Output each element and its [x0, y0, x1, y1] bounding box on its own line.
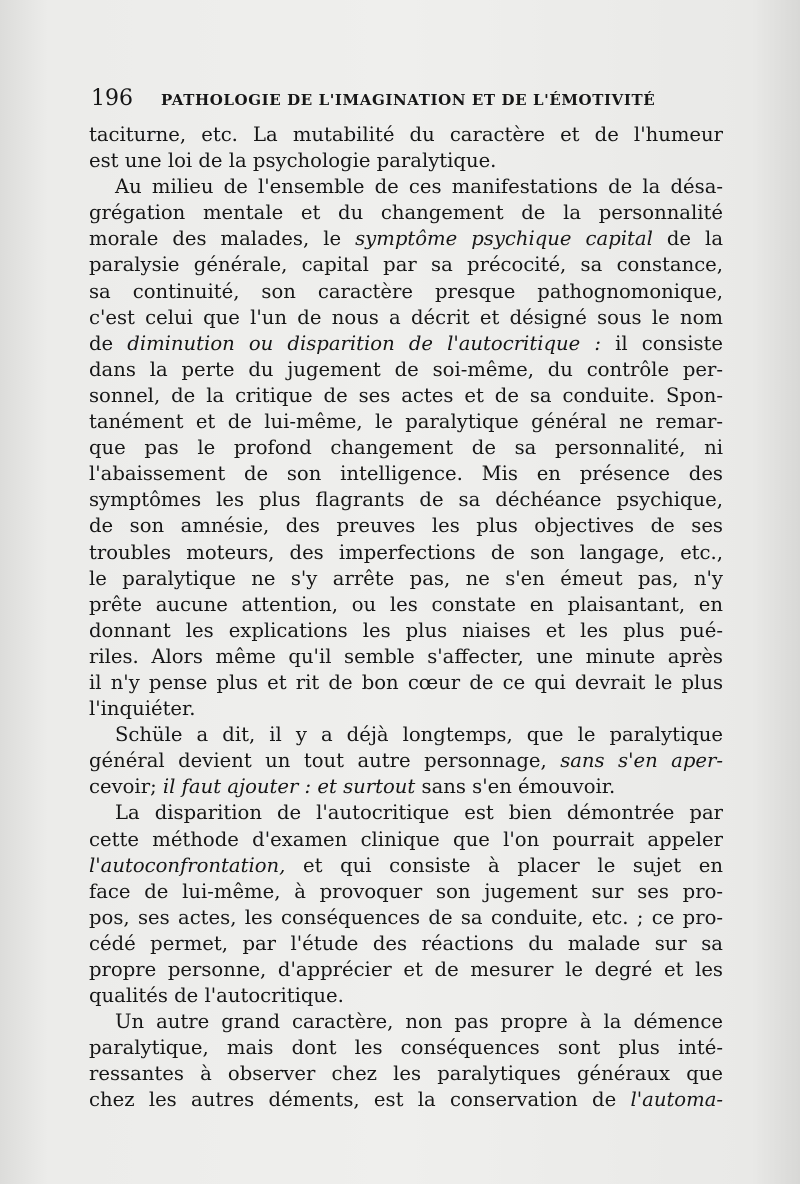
- text-line: il n'y pense plus et rit de bon cœur de ce qui devrait le plus: [89, 670, 723, 694]
- text-line: dans la perte du jugement de soi-même, du contrôle per-: [89, 357, 723, 381]
- italic-phrase: l'automa-: [630, 1088, 723, 1112]
- text-line: symptômes les plus flagrants de sa déchéance psychique,: [89, 488, 723, 512]
- text-line: propre personne, d'apprécier et de mesurer le degré et les: [89, 958, 723, 981]
- text-line: de diminution ou disparition de l'autocritique : il consiste: [89, 331, 724, 355]
- text-line: général devient un tout autre personnage, sans s'en aper-: [89, 749, 723, 773]
- text-line: Schüle a dit, il y a déjà longtemps, que le paralytique: [115, 723, 723, 747]
- text-line: que pas le profond changement de sa personnalité, ni: [89, 436, 723, 460]
- text-line: sa continuité, son caractère presque pathognomonique,: [89, 279, 723, 303]
- italic-phrase: l'autoconfrontation,: [89, 853, 286, 877]
- text-line: pos, ses actes, les conséquences de sa conduite, etc. ; ce pro-: [89, 905, 723, 929]
- italic-phrase: il faut ajouter : et surtout: [156, 775, 422, 799]
- text-line: paralysie générale, capital par sa précocité, sa constance,: [89, 253, 723, 277]
- text-line: Au milieu de l'ensemble de ces manifestations de la désa-: [115, 175, 723, 199]
- text-line: cédé permet, par l'étude des réactions du malade sur sa: [89, 931, 723, 955]
- running-head: PATHOLOGIE DE L'IMAGINATION ET DE L'ÉMOTIVITÉ: [161, 91, 656, 109]
- text-line: face de lui-même, à provoquer son jugement sur ses pro-: [89, 879, 723, 903]
- page-number: 196: [91, 86, 133, 111]
- text-line: donnant les explications les plus niaises et les plus pué-: [89, 618, 723, 642]
- text-line: taciturne, etc. La mutabilité du caractère et de l'humeur: [89, 123, 723, 146]
- text-line: cette méthode d'examen clinique que l'on pourrait appeler: [89, 827, 723, 851]
- text-line: troubles moteurs, des imperfections de son langage, etc.,: [89, 540, 723, 564]
- text-line: chez les autres déments, est la conservation de l'automa-: [89, 1088, 723, 1112]
- text-line: l'autoconfrontation, et qui consiste à placer le sujet en: [89, 853, 723, 877]
- text-line: cevoir; il faut ajouter : et surtout sans s'en émouvoir.: [89, 775, 616, 799]
- text-line: grégation mentale et du changement de la personnalité: [89, 201, 723, 225]
- text-line: tanément et de lui-même, le paralytique général ne remar-: [89, 410, 723, 434]
- page-header: [91, 84, 721, 114]
- text-line: qualités de l'autocritique.: [89, 984, 344, 1008]
- text-line: Un autre grand caractère, non pas propre à la démence: [115, 1010, 723, 1034]
- text-line: La disparition de l'autocritique est bien démontrée par: [115, 801, 723, 825]
- text-line: de son amnésie, des preuves les plus objectives de ses: [89, 514, 723, 538]
- text-line: morale des malades, le symptôme psychique capital de la: [89, 227, 723, 251]
- text-line: l'inquiéter.: [89, 697, 196, 721]
- text-line: le paralytique ne s'y arrête pas, ne s'en émeut pas, n'y: [89, 566, 723, 590]
- text-line: sonnel, de la critique de ses actes et de sa conduite. Spon-: [89, 383, 723, 407]
- text-line: paralytique, mais dont les conséquences sont plus inté-: [89, 1036, 723, 1060]
- text-line: est une loi de la psychologie paralytique.: [89, 149, 497, 173]
- italic-phrase: diminution ou disparition de l'autocritique :: [127, 331, 601, 355]
- text-line: c'est celui que l'un de nous a décrit et désigné sous le nom: [89, 305, 723, 329]
- text-line: prête aucune attention, ou les constate en plaisantant, en: [89, 592, 723, 616]
- text-line: l'abaissement de son intelligence. Mis en présence des: [89, 462, 723, 486]
- body-text: [89, 122, 723, 1114]
- text-line: ressantes à observer chez les paralytiques généraux que: [89, 1062, 723, 1086]
- italic-phrase: sans s'en aper-: [560, 749, 723, 773]
- italic-phrase: symptôme psychique capital: [355, 227, 653, 251]
- text-line: riles. Alors même qu'il semble s'affecter, une minute après: [89, 644, 723, 668]
